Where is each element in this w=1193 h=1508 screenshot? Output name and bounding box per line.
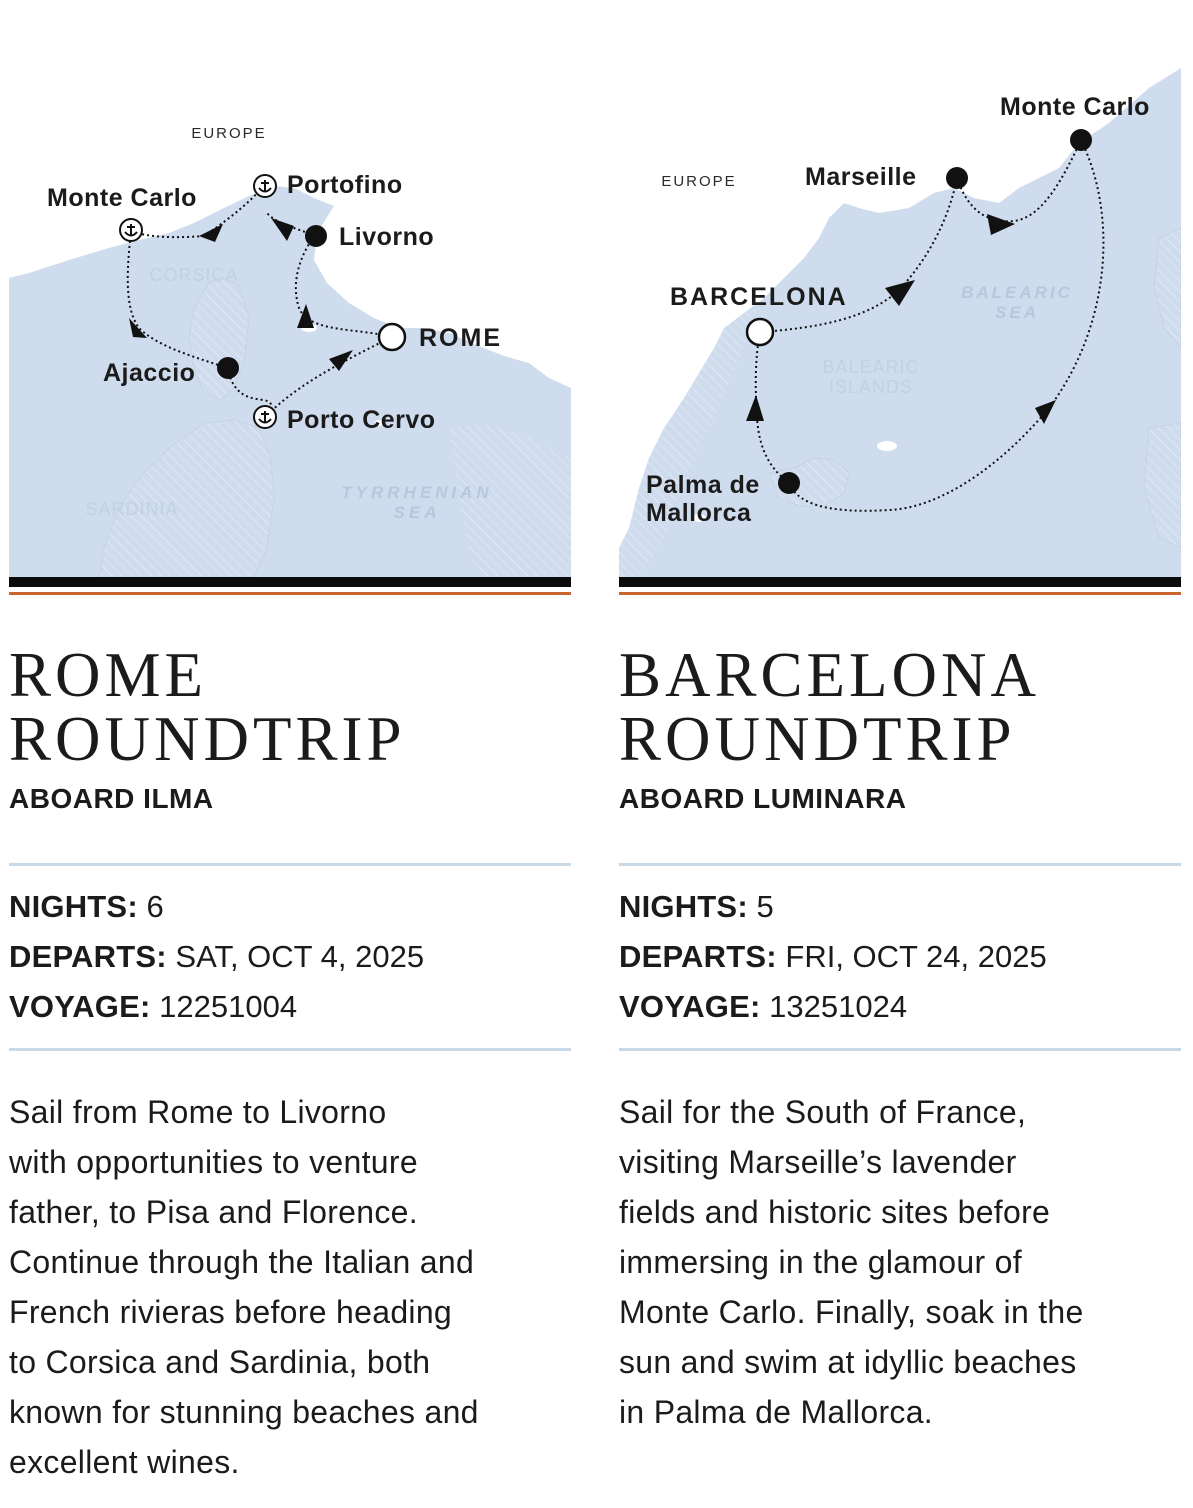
port-label-palma-2: Mallorca — [646, 499, 752, 527]
tyrrhenian-sea-label: TYRRHENIAN — [341, 483, 493, 502]
description-line: Continue through the Italian and — [9, 1244, 475, 1280]
balearic-sea-label-2: SEA — [995, 303, 1039, 322]
map-bottom-bar — [619, 577, 1181, 587]
description-line: Monte Carlo. Finally, soak in the — [619, 1294, 1084, 1330]
home-port-icon — [379, 324, 405, 350]
port-label-monte-carlo: Monte Carlo — [1000, 93, 1150, 121]
map-accent-line — [9, 592, 571, 595]
title-line-1: BARCELONA — [619, 640, 1041, 710]
nights-label: NIGHTS: — [619, 889, 748, 924]
map-bottom-bar — [9, 577, 571, 587]
port-label-monte-carlo: Monte Carlo — [47, 184, 197, 212]
description-line: visiting Marseille’s lavender — [619, 1144, 1017, 1180]
description-line: fields and historic sites before — [619, 1194, 1051, 1230]
description-line: Sail for the South of France, — [619, 1094, 1027, 1130]
description-line: father, to Pisa and Florence. — [9, 1194, 418, 1230]
itinerary-title — [619, 640, 1181, 774]
ship-name: ABOARD LUMINARA — [619, 783, 907, 814]
port-dot-icon — [1070, 129, 1092, 151]
voyage-row — [9, 982, 571, 1032]
ship-name: ABOARD ILMA — [9, 783, 214, 814]
balearic-sea-label: BALEARIC — [961, 283, 1073, 302]
nights-value: 5 — [756, 889, 774, 924]
description-line: to Corsica and Sardinia, both — [9, 1344, 431, 1380]
divider — [619, 1048, 1181, 1051]
balearic-islands-label-2: ISLANDS — [828, 377, 914, 397]
description-line: French rivieras before heading — [9, 1294, 453, 1330]
description-line: excellent wines. — [9, 1444, 240, 1480]
balearic-islands-label: BALEARIC — [822, 357, 920, 377]
port-dot-icon — [305, 225, 327, 247]
itinerary-description — [619, 1087, 1181, 1437]
continent-label: EUROPE — [191, 125, 267, 142]
departs-value: FRI, OCT 24, 2025 — [785, 939, 1047, 974]
port-label-ajaccio: Ajaccio — [103, 359, 196, 387]
corsica-label: CORSICA — [149, 265, 239, 285]
port-label-porto-cervo: Porto Cervo — [287, 406, 436, 434]
description-line: Sail from Rome to Livorno — [9, 1094, 387, 1130]
departs-value: SAT, OCT 4, 2025 — [175, 939, 425, 974]
title-line-1: ROME — [9, 640, 208, 710]
voyage-value: 12251004 — [159, 989, 298, 1024]
description-line: with opportunities to venture — [9, 1144, 418, 1180]
port-label-palma-1: Palma de — [646, 471, 760, 499]
port-dot-icon — [217, 357, 239, 379]
rome-route-map — [9, 28, 571, 577]
port-label-rome: ROME — [419, 324, 502, 352]
departs-label: DEPARTS: — [619, 939, 777, 974]
description-line: immersing in the glamour of — [619, 1244, 1022, 1280]
departs-row — [619, 932, 1181, 982]
itinerary-title — [9, 640, 571, 774]
voyage-value: 13251024 — [769, 989, 908, 1024]
anchor-icon — [120, 219, 142, 241]
port-dot-icon — [946, 167, 968, 189]
nights-row — [9, 882, 571, 932]
port-label-livorno: Livorno — [339, 223, 435, 251]
departs-label: DEPARTS: — [9, 939, 167, 974]
description-line: in Palma de Mallorca. — [619, 1394, 933, 1430]
barcelona-itinerary-card — [619, 28, 1181, 1437]
anchor-icon — [254, 175, 276, 197]
barcelona-route-map — [619, 28, 1181, 577]
nights-value: 6 — [146, 889, 164, 924]
title-line-2: ROUNDTRIP — [9, 704, 406, 774]
description-line: known for stunning beaches and — [9, 1394, 479, 1430]
home-port-icon — [747, 319, 773, 345]
voyage-facts — [9, 866, 571, 1048]
voyage-facts — [619, 866, 1181, 1048]
rome-itinerary-card — [9, 28, 571, 1487]
port-label-portofino: Portofino — [287, 171, 403, 199]
port-dot-icon — [778, 472, 800, 494]
sardinia-label: SARDINIA — [85, 499, 179, 519]
port-label-marseille: Marseille — [805, 163, 917, 191]
anchor-icon — [254, 406, 276, 428]
map-accent-line — [619, 592, 1181, 595]
title-line-2: ROUNDTRIP — [619, 704, 1016, 774]
nights-row — [619, 882, 1181, 932]
itinerary-description — [9, 1087, 571, 1487]
departs-row — [9, 932, 571, 982]
voyage-label: VOYAGE: — [9, 989, 151, 1024]
nights-label: NIGHTS: — [9, 889, 138, 924]
voyage-row — [619, 982, 1181, 1032]
tyrrhenian-sea-label-2: SEA — [393, 503, 441, 522]
port-label-barcelona: BARCELONA — [670, 283, 848, 311]
voyage-label: VOYAGE: — [619, 989, 761, 1024]
divider — [9, 1048, 571, 1051]
continent-label: EUROPE — [661, 173, 737, 190]
description-line: sun and swim at idyllic beaches — [619, 1344, 1077, 1380]
